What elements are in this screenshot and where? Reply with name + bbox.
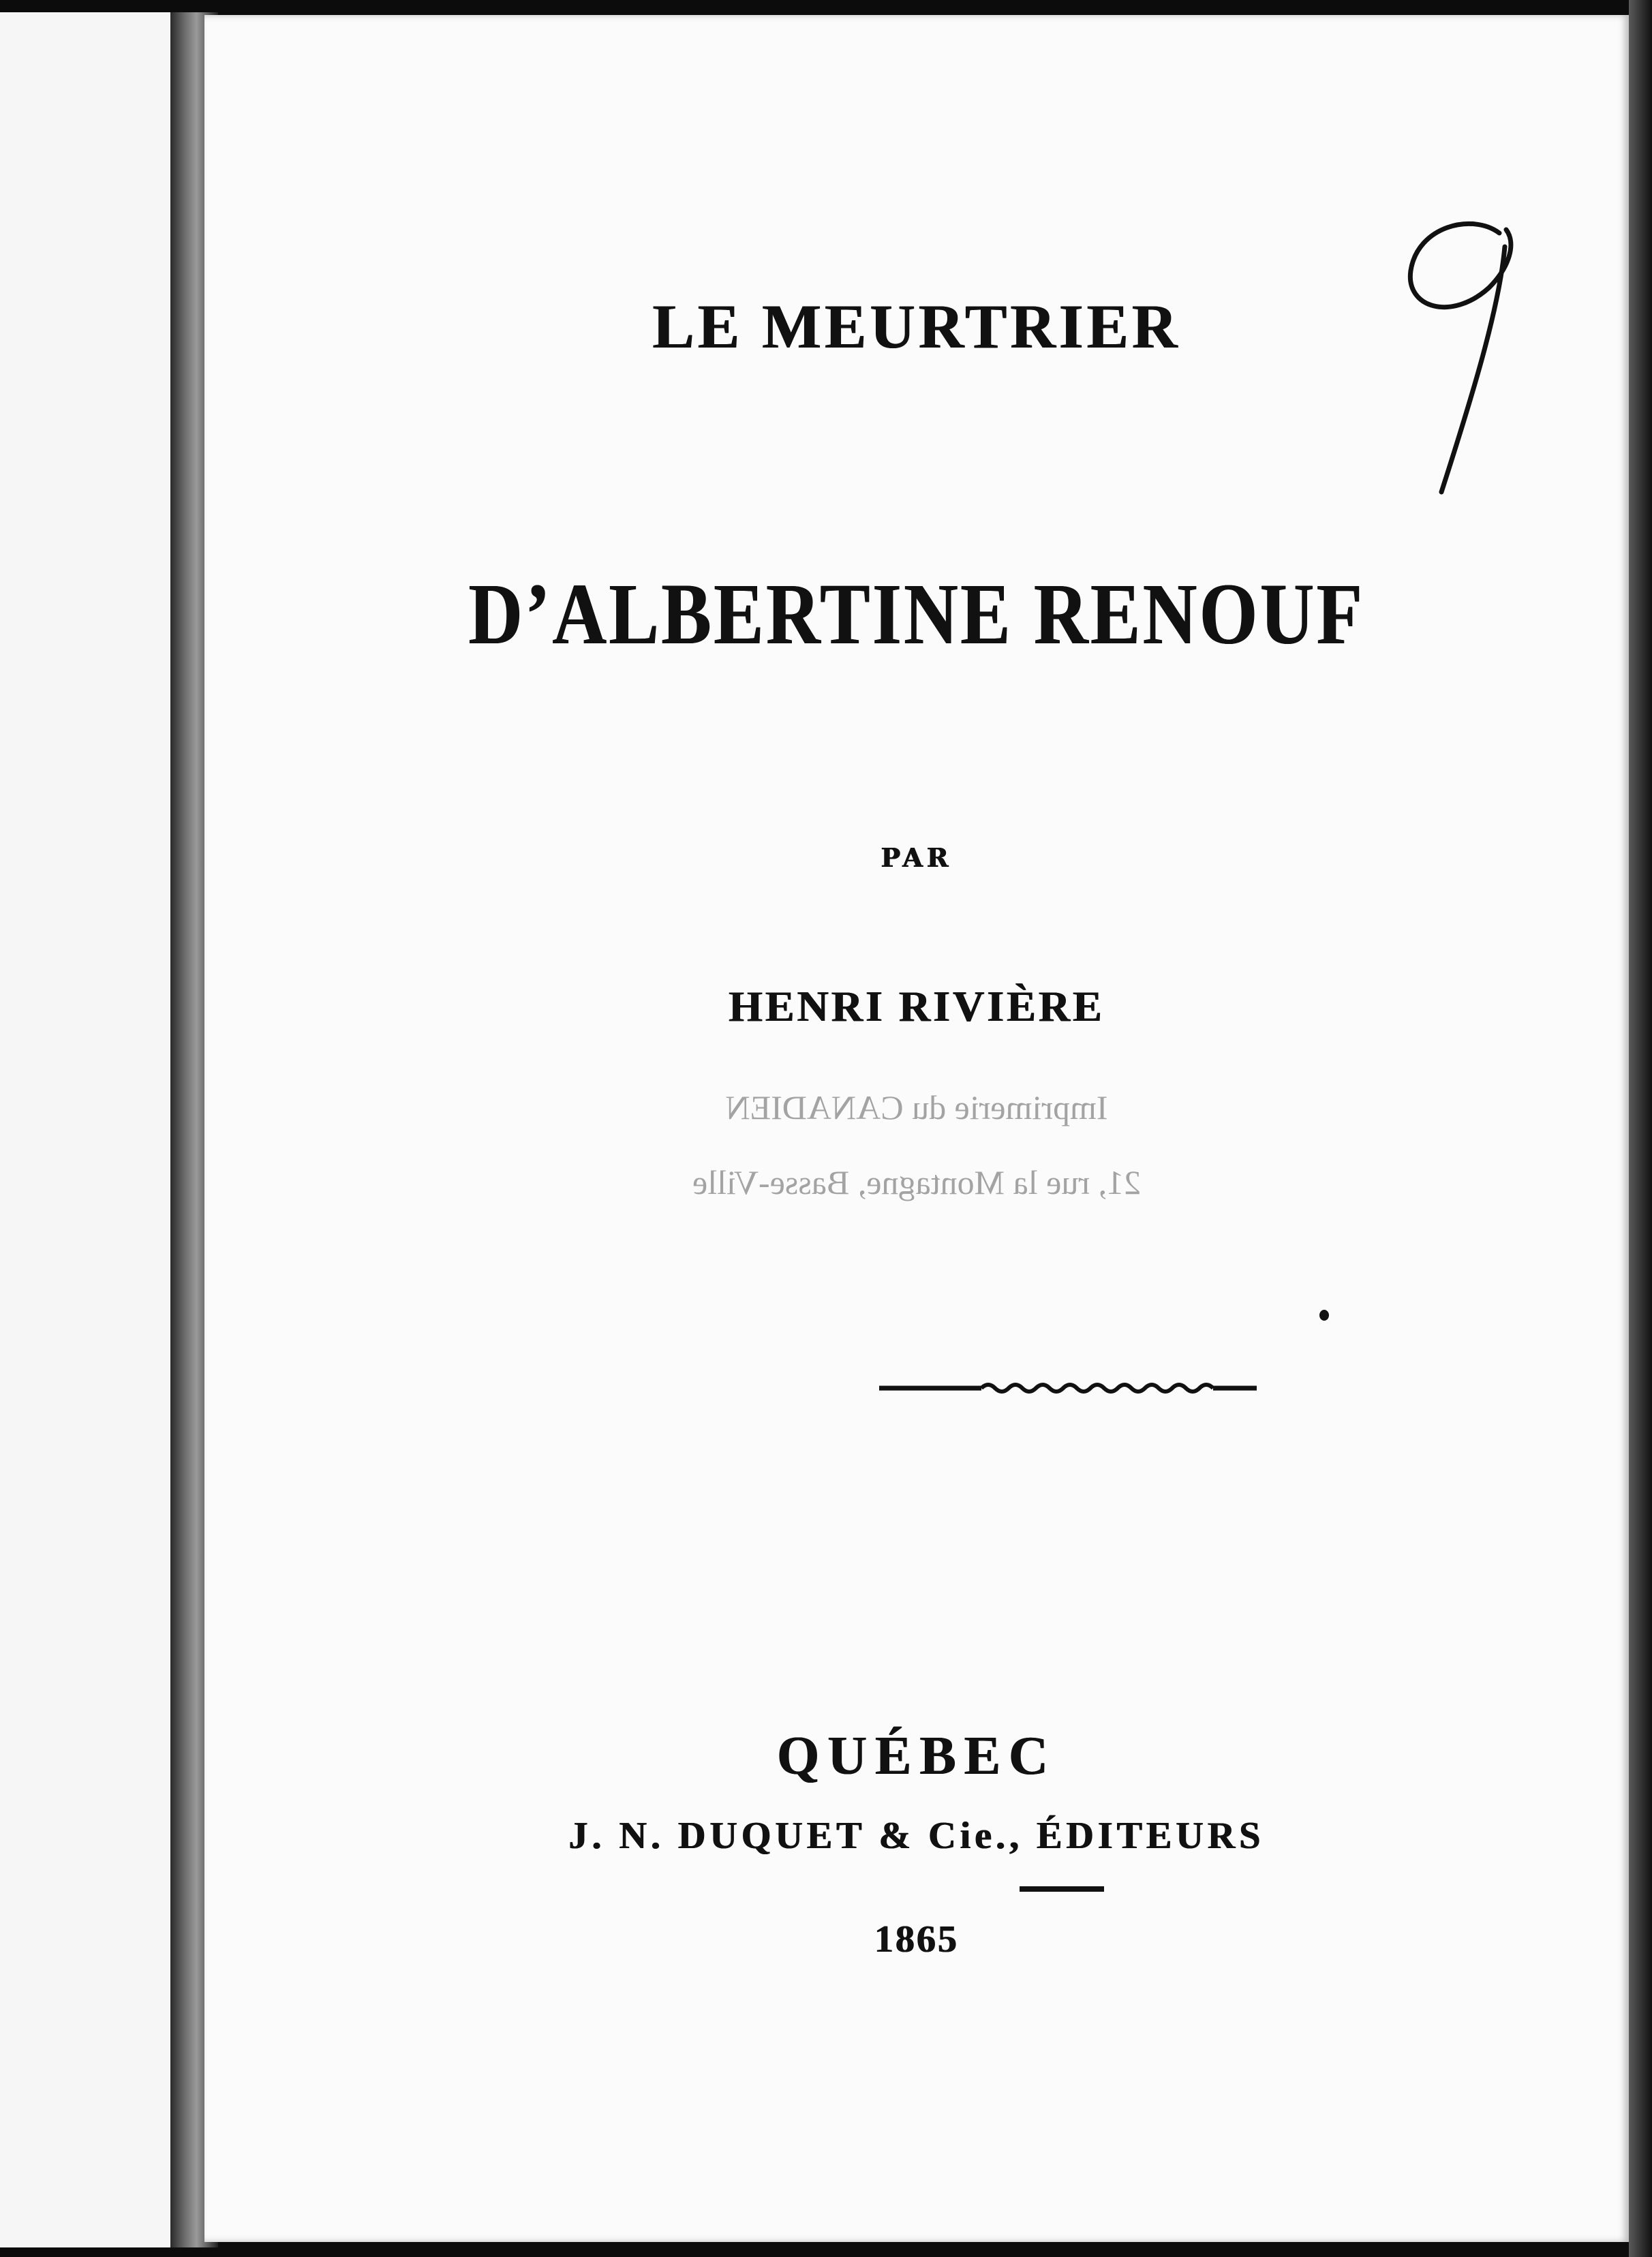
bleed-through-address: 21, rue la Montagne, Basse-Ville [692,1163,1141,1201]
title-line-2: D’ALBERTINE RENOUF [468,566,1365,662]
by-label: PAR [881,842,953,873]
title-page [204,15,1629,2242]
publication-city: QUÉBEC [777,1726,1056,1786]
publication-year: 1865 [874,1918,959,1961]
publisher-name: J. N. DUQUET & Cie., ÉDITEURS [568,1815,1265,1857]
right-book-edge [1629,0,1652,2257]
bleed-through-printer: Imprimerie du CANADIEN [725,1088,1108,1126]
title-line-1: LE MEURTRIER [652,292,1181,361]
short-rule [1020,1886,1104,1892]
ink-speck [1319,1310,1329,1321]
facing-page-edge [0,12,170,2247]
ornamental-rule [879,1378,1257,1398]
author-name: HENRI RIVIÈRE [729,982,1105,1030]
handwritten-number-mark [1370,206,1540,519]
